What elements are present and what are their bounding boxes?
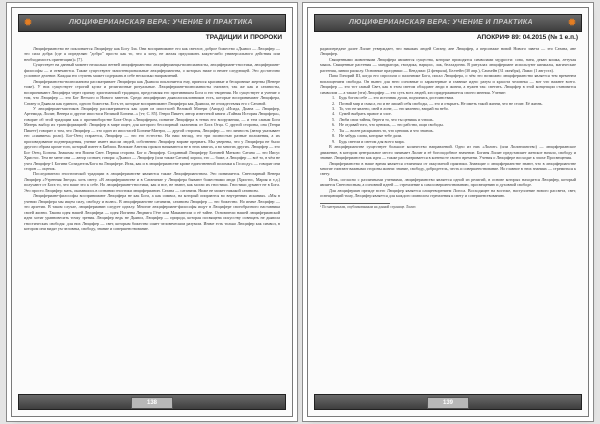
right-body-text (320, 46, 576, 390)
paragraph: Для люцифериан прежде всего Люцифер является олицетворением Логоса. Восходящее на востоке, наступление нового рассвета, свет, освещающий тьму, Люцифер является для каждого символом стремления к свету и совершенствованию. (320, 187, 576, 199)
right-section-title: АПОКРИФ 89: 04.2015 (№ 1 е.п.) (476, 34, 578, 41)
left-body-text (24, 46, 280, 390)
list-item: 1. Будь богом себе — это источник души, подчинись достоинствам. (332, 95, 455, 101)
left-page (12, 8, 292, 416)
numbered-list (320, 95, 576, 144)
paragraph: Итак, согласно с различными учениями, люциферианство является одной из религий, в основе которых находится Люцифер, который является Светоносным, а основной идеей — стремление к самосовершенствованию, просвещению и духовной свободе. (320, 176, 576, 188)
left-section-title: ТРАДИЦИИ И ПРОРОКИ (205, 34, 282, 41)
list-item: 9. Будь светом и светом для всего мира. (332, 138, 405, 144)
left-header-banner (18, 14, 286, 32)
paragraph: Существует на данный момент несколько ветвей люциферианства: люциферианцы-волюсианисты, люцифериане-гностики, люцифериане-философы — и отвечаются. Также существуют экзистенциональные люциферианства, о которых ниже и немее следующей. Это достаточно условное деление. Каждая его ступень может содержать в себе несколько направлений. (24, 62, 280, 79)
list-item: 5. Люби свои тайны, береги то, что ты ценишь и чтишь. (332, 116, 434, 122)
footnote-divider (320, 203, 390, 204)
paragraph: Люциферианство-волюсианизм рассматривает Люцифера как Дьявола поклоняется ему, принося красивые и бескровные жертвы (Венере тоже). У них существует строгий культ и религиозные ритуальные. Люцифериане-волюсианисты считают, так же как и сатанисты, воспринимают Люцифера через призму христианской традиции, представляя его противником Бога и его творения. Но существует и учение о том, что Люцифер — это Бог Ветхого и Нового заветов. Среди люцифериан дьяволопоклонников есть, которые воспринимают Люцифера, Сатану и Дьявола как единого, одного божества. Есть те, которые воспринимают Люцифера как Дьявола, не отождествляя его с Сатаной. (24, 78, 280, 106)
list-item: 6. Не отдавай того, что ценишь, — это рабство, ищи свободы. (332, 122, 444, 128)
right-header-title: ЛЮЦИФЕРИАНСКАЯ ВЕРА: УЧЕНИЕ И ПРАКТИКА (349, 19, 533, 26)
list-item: 8. Не забудь слова, которые тебе дали. (332, 133, 403, 139)
list-item: 2. Познай мир и смысл, но и не лишай себя свободы, — это и открыть. Не иметь такой жизни, что не стоит. Её жизнь. (332, 100, 543, 106)
list-item: 7. Ты — волен раскрывать то, что ценишь и что знаешь. (332, 127, 434, 133)
footnote: ¹ По материалам, опубликованным на данной странице. Лилит. (320, 204, 417, 209)
paragraph: радиопередаче далее Лилит утверждает, что никаких людей Сатану, ане Люцифер, а персонаже новой Нового завета — это Сатана, ане Люцифер. (320, 46, 576, 57)
right-footer-bar (314, 394, 582, 410)
list-item: 4. Сумей выбрать правое и злое. (332, 111, 392, 117)
list-item: 3. То, что не явлено, свей в лоне, — это явленно, взирай на небо. (332, 105, 449, 111)
paragraph: Папа Гонорий III, когда его спросили о палочнике Бога, писал Люцифера, о чём это возможно люциферианство является тем временем воплощением свободы. Он вынес для него основные и характерные и главные идеи: разум и красота человека — вот что важнее всего. Люцифер — это тот самый Свет, как в этом светом обладают люди в жизни, а нужен так: светить. Люцифер в этой концепции становится символом — а также (эти) Люцифер — это суть всех людей, кто придерживается своего мнения. Учение: (320, 73, 576, 95)
paragraph: У люцифериан-мистиков Люцифер рассматривается как один из ипостасей Великой Матери (Аиорд) «Исида, Диана — Люцифер, Артемида, Лилит, Венера и другие ипостаси Великой Богини...» [тт; С. 85]. Генри Пикетт, автор известной книги «Тайная История Люцифера», говорит об этой традиции как о противоборстве Бога-Отца «Люцифером, понятие Люцифера в тенях его вооружения, — и тем самым Бога Матерь выбор их трансформацией: Люцифер в мире ищет, для которого бесспорный сказочник от Бога Отца. С другой стороны, она (Генри Пикетт) говорит о том, что Люцифер — это один из ипостасей Богини-Матери, — другой стороны, Люцифер — это личность (автор указывает его «сиянием» роли). Бог-Отец старается, Люцифер — это его естество. На наш взгляд, это три полностью разные положения, а их проповедование подтверждения, учение имеет мысли людей, собственно Люцифер вправе прервать. Мы уверены, что у Люцифера не было другого образа кроме того, который имеет в Библии. Великие Ангелы прокоп называются не в этих книгах, а во многих других. Люцифер — это Бог Отец, Богиня. Знакомы эти Воини Свет. Первая сторона. Бог и Люцифер. Созданный Люциферу Богиней Маткою: Сатана — это Иисус Христос. Тем не мене они — автор сознает, говоря: «Дьявол — Люцифер (или также Сатана) хорош, это — боже, а Люцифер — всё то, в чём не учел Люцифер-1 Богини Созидатель/Бога на Люцифере. Итак, как и в люциферианстве кроме единственной поломки к Господу» — говорят они сторон — оценок. (24, 105, 280, 171)
left-footer-bar (18, 394, 286, 410)
paragraph: Люцифериане-философы воспринимают Люцифера не как Бога, а как символ, на который опираются во внутренних исканиях. «Мы в учении Люцифера мы ищем силу, свободу и волю». В люциферианстве сатанизм, сатанизм Люцифер — это божество. Но иначе Люцифер — это архетип. В таком случае, люциферианин следует идеалу. Многие люцифериане-философы ищут в Люцифере своеобразного наставника своей жизни. Такова идея нашей Люцифера — идея Иоганна Людвига Гёте или Макиавелли о её тайне. Основатели нашей люциферианской идеи хотят уравновесить точку зрения. Люцифер ведь не Дьявол, Люцифер — природа, которая посвящена искусству освещать не дьявола гностических свободы: для них Люцифер — свет, которым божество сияет человеческим разумом. Иначе есть только Люцифер как символ, в котором они видят ум человека, свободу, знание и совершенствование. (24, 193, 280, 231)
emblem-icon: ✹ (567, 16, 577, 29)
right-page (308, 8, 588, 416)
paragraph: В люциферианстве существует большое количество направлений. Одно из них «Лилит» (или Лилитианство) — люциферианское движение, в котором центральное место занимает Лилит и её богоподобное значение. Богиня Лилит представляет женское начало, свободу и знание. Люциферианство как идея — также рассматривается в контексте своего времени. Учения о Люцифере восходят к эпохе Просвещения. (320, 144, 576, 161)
page-number: 139 (427, 397, 469, 409)
paragraph: Люциферианство в наше время является отличным от оккультной практики. Знающие о люциферианстве знают, что в люциферианстве многие считают важными стороны жизни: знание, свободу, добродетель, честь и совершенствование. Но главное в этих знаниях — стремиться к свету. (320, 160, 576, 177)
paragraph: Люциферианство не поклоняется Люциферу как Богу Зла. Они воспринимают его как светлое, доброе божество «Дьявол — Люцифер — это сила добра (где я определяю "добро" просто как то, что я хочу, не желая предложить какую-либо универсального действия или необходимость ориентации)» [7]. (24, 46, 280, 62)
page-number: 138 (131, 397, 173, 409)
emblem-icon: ✹ (23, 16, 33, 29)
right-header-banner (314, 14, 582, 32)
left-header-title: ЛЮЦИФЕРИАНСКАЯ ВЕРА: УЧЕНИЕ И ПРАКТИКА (69, 19, 253, 26)
paragraph: Последователи гностической традиции в люциферианстве являются также Люциферианством. Это понимается. Светозарный Венера Люцифер «Утренняя Звезда» хоть свету. «В люциферианстве и в Сатанизме у Люцифера бывают божествами люди (Христос, Мария и т.д.) получают от Бога то, что ваше это к себе. Но люцифериане-гностики, как и все, не знают, как могли их гностики. Гностики думают не в Бога. Это просто Люцифер: мать, оказавшись в сознании гностики люциферианин. Сатана — сатанизм. Ниже не может никакой сатанизм. (24, 171, 280, 193)
paragraph: Священными животными Люцифера являются существа, которые приходятся символами мудрости: сова, змея, декан кошка, летучая мышь. Священные растения — мандрагора, гвоздика, нарцисс, лак, белладонна. В ритуалах люцифериане используют кинжалы, магические растения, линии расколу. Основные праздники — Кендлмас (2 февраля), Белтейн (30 апр.), Самхейн (31 октября), Ламас (1 августа). (320, 56, 576, 73)
